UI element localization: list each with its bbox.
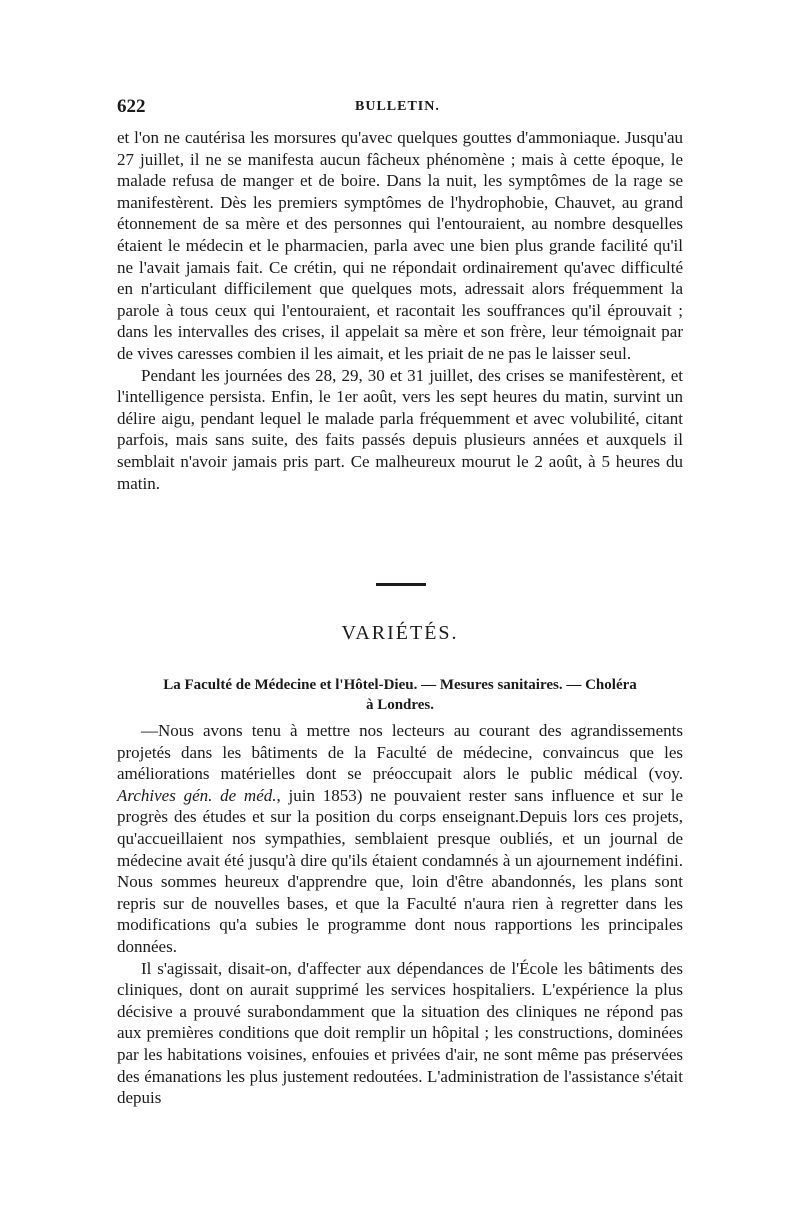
case-report-text	[117, 127, 683, 494]
section-divider	[376, 583, 426, 586]
page-header	[117, 96, 683, 126]
running-head: BULLETIN.	[355, 99, 440, 114]
paragraph-3	[117, 720, 683, 958]
paragraph-3-part-b: , juin 1853) ne pouvaient rester sans influence et sur le progrès des études et sur la position du corps enseignant.Depuis lors ces projets, qu'accueillaient nos sympathies, semblaient presque oubliés, et un journal de médecine avait été jusqu'à dire qu'ils étaient condamnés à un ajournement indéfini. Nous sommes heureux d'apprendre que, loin d'être abandonnés, les plans sont repris sur de nouvelles bases, et que la Faculté n'aura rien à regretter dans les modifications qu'a subies le programme dont nous rapportions les principales données.	[117, 785, 683, 956]
section-subheading	[117, 675, 683, 715]
paragraph-4: Il s'agissait, disait-on, d'affecter aux dépendances de l'École les bâtiments des cliniques, dont on aurait supprimé les services hospitaliers. L'expérience la plus décisive a prouvé surabondamment que la situation des cliniques ne répond pas aux premières conditions que doit remplir un hôpital ; les constructions, dominées par les habitations voisines, enfouies et privées d'air, ne sont même pas préservées des émanations les plus justement redoutées. L'administration de l'assistance s'était depuis	[117, 958, 683, 1108]
journal-reference: Archives gén. de méd.	[117, 785, 277, 805]
paragraph-3-part-a: —Nous avons tenu à mettre nos lecteurs au courant des agrandissements projetés dans les bâtiments de la Faculté de médecine, convaincus que les améliorations matérielles dont se préoccupait alors le public médical (voy.	[117, 721, 683, 784]
subheading-line-1: La Faculté de Médecine et l'Hôtel-Dieu. — Mesures sanitaires. — Choléra	[163, 677, 637, 693]
page-number: 622	[117, 96, 146, 117]
paragraph-2: Pendant les journées des 28, 29, 30 et 31 juillet, des crises se manifestèrent, et l'intelligence persista. Enfin, le 1er août, vers les sept heures du matin, survint un délire aigu, pendant lequel le malade parla fréquemment et avec volubilité, citant parfois, mais sans suite, des faits passés depuis plusieurs années et auxquels il semblait n'avoir jamais pris part. Ce malheureux mourut le 2 août, à 5 heures du matin.	[117, 365, 683, 493]
paragraph-1: et l'on ne cautérisa les morsures qu'avec quelques gouttes d'ammoniaque. Jusqu'au 27 juillet, il ne se manifesta aucun fâcheux phénomène ; mais à cette époque, le malade refusa de manger et de boire. Dans la nuit, les symptômes de la rage se manifestèrent. Dès les premiers symptômes de l'hydrophobie, Chauvet, au grand étonnement de sa mère et des personnes qui l'entouraient, au nombre desquelles étaient le médecin et le pharmacien, parla avec une bien plus grande facilité qu'il ne l'avait jamais fait. Ce crétin, qui ne répondait ordinairement qu'avec difficulté en n'articulant difficilement que quelques mots, adressait alors fréquemment la parole à tous ceux qui l'entouraient, et racontait les souffrances qu'il éprouvait ; dans les intervalles des crises, il appelait sa mère et son frère, leur témoignait par de vives caresses combien il les aimait, et les priait de ne pas le laisser seul.	[117, 128, 683, 363]
varietes-text	[117, 720, 683, 1109]
subheading-line-2: à Londres.	[365, 697, 435, 713]
section-title: VARIÉTÉS.	[341, 622, 459, 644]
